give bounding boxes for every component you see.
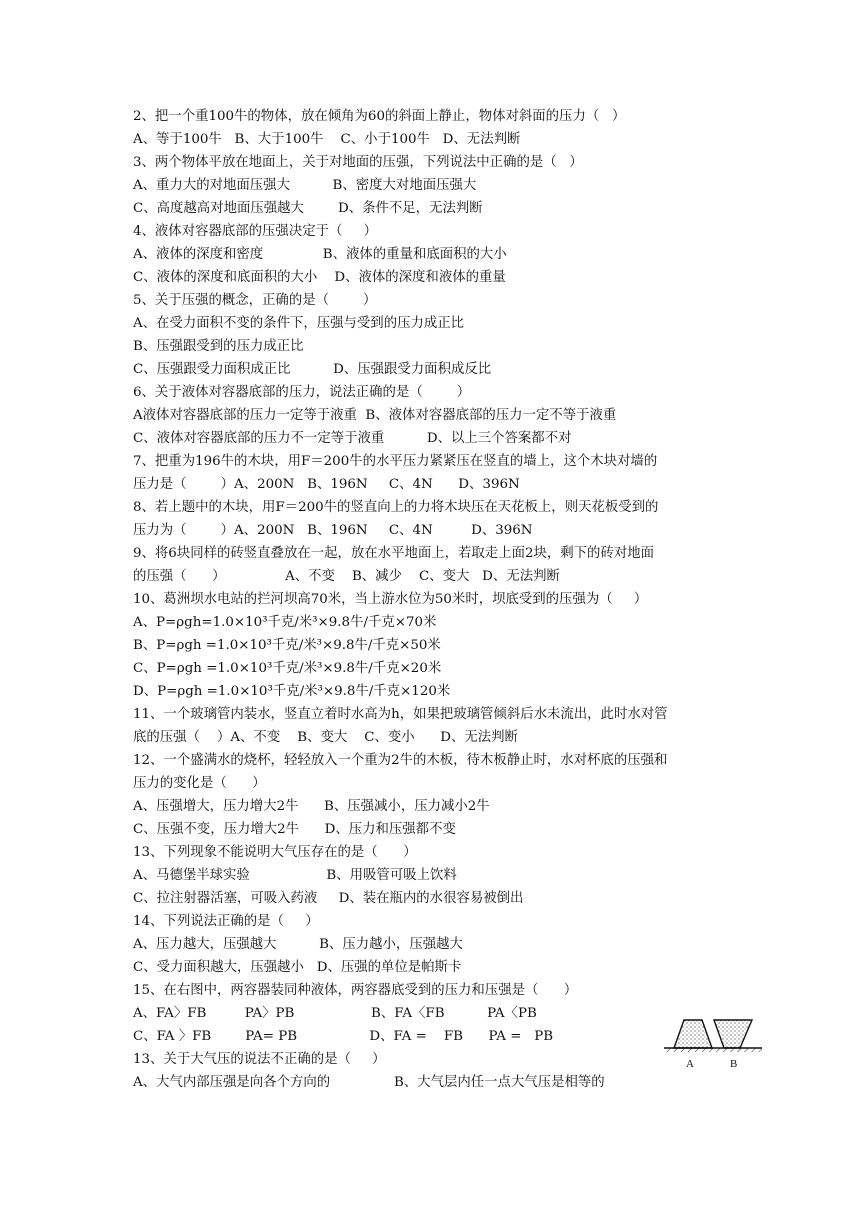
- q10-option-c: C、P=ρgh =1.0×10³千克/米³×9.8牛/千克×20米: [133, 661, 442, 676]
- q12-question: 12、一个盛满水的烧杯，轻轻放入一个重为2牛的木板，待木板静止时，水对杯底的压强和: [133, 753, 668, 768]
- q13-options-cd: C、拉注射器活塞，可吸入药液 D、装在瓶内的水很容易被倒出: [133, 891, 524, 906]
- q15-options-ab: A、FA〉FB PA〉PB B、FA〈FB PA〈PB: [133, 1006, 537, 1021]
- q5-option-b: B、压强跟受到的压力成正比: [133, 339, 304, 354]
- q4-question: 4、液体对容器底部的压强决定于（ ）: [133, 224, 378, 239]
- q13b-question: 13、关于大气压的说法不正确的是（ ）: [133, 1052, 386, 1067]
- q10-option-b: B、P=ρgh =1.0×10³千克/米³×9.8牛/千克×50米: [133, 638, 441, 653]
- q6-options-ab: A液体对容器底部的压力一定等于液重 B、液体对容器底部的压力一定不等于液重: [133, 408, 617, 423]
- q3-question: 3、两个物体平放在地面上，关于对地面的压强，下列说法中正确的是（ ）: [133, 155, 583, 170]
- q7-options: 压力是（ ）A、200N B、196N C、4N D、396N: [133, 477, 520, 492]
- q5-question: 5、关于压强的概念，正确的是（ ）: [133, 293, 377, 308]
- q11-question: 11、一个玻璃管内装水，竖直立着时水高为h，如果把玻璃管倾斜后水未流出，此时水对管: [133, 707, 668, 722]
- q5-option-a: A、在受力面积不变的条件下，压强与受到的压力成正比: [133, 316, 465, 331]
- q6-options-cd: C、液体对容器底部的压力不一定等于液重 D、以上三个答案都不对: [133, 431, 572, 446]
- label-a: A: [686, 1058, 694, 1070]
- q8-options: 压力为（ ）A、200N B、196N C、4N D、396N: [133, 523, 533, 538]
- q15-question: 15、在右图中，两容器装同种液体，两容器底受到的压力和压强是（ ）: [133, 983, 578, 998]
- q10-option-a: A、P=ρgh=1.0×10³千克/米³×9.8牛/千克×70米: [133, 615, 437, 630]
- container-a: [674, 1020, 712, 1048]
- q4-options-ab: A、液体的深度和密度 B、液体的重量和底面积的大小: [133, 247, 507, 262]
- q14-options-cd: C、受力面积越大，压强越小 D、压强的单位是帕斯卡: [133, 960, 462, 975]
- q13-question: 13、下列现象不能说明大气压存在的是（ ）: [133, 845, 417, 860]
- q9-question: 9、将6块同样的砖竖直叠放在一起，放在水平地面上，若取走上面2块，剩下的砖对地面: [133, 546, 655, 561]
- q9-options: 的压强（ ） A、不变 B、减少 C、变大 D、无法判断: [133, 569, 560, 584]
- q10-option-d: D、P=ρgh =1.0×10³千克/米³×9.8牛/千克×120米: [133, 684, 451, 699]
- q6-question: 6、关于液体对容器底部的压力，说法正确的是（ ）: [133, 385, 471, 400]
- q13b-options-ab: A、大气内部压强是向各个方向的 B、大气层内任一点大气压是相等的: [133, 1075, 605, 1090]
- container-b: [714, 1020, 752, 1048]
- q12-options-cd: C、压强不变，压力增大2牛 D、压力和压强都不变: [133, 822, 456, 837]
- q7-question: 7、把重为196牛的木块，用F＝200牛的水平压力紧紧压在竖直的墙上，这个木块对墙的: [133, 454, 658, 469]
- q3-options-ab: A、重力大的对地面压强大 B、密度大对地面压强大: [133, 178, 477, 193]
- q8-question: 8、若上题中的木块，用F＝200牛的竖直向上的力将木块压在天花板上，则天花板受到的: [133, 500, 659, 515]
- containers-figure: [662, 1014, 766, 1074]
- q2-options: A、等于100牛 B、大于100牛 C、小于100牛 D、无法判断: [133, 132, 521, 147]
- q12-question-cont: 压力的变化是（ ）: [133, 776, 266, 791]
- q14-question: 14、下列说法正确的是（ ）: [133, 914, 319, 929]
- label-b: B: [730, 1058, 738, 1070]
- q11-options: 底的压强（ ）A、不变 B、变大 C、变小 D、无法判断: [133, 730, 518, 745]
- q10-question: 10、葛洲坝水电站的拦河坝高70米，当上游水位为50米时，坝底受到的压强为（ ）: [133, 592, 648, 607]
- q13-options-ab: A、马德堡半球实验 B、用吸管可吸上饮料: [133, 868, 457, 883]
- q4-options-cd: C、液体的深度和底面积的大小 D、液体的深度和液体的重量: [133, 270, 506, 285]
- q12-options-ab: A、压强增大，压力增大2牛 B、压强减小，压力减小2牛: [133, 799, 490, 814]
- containers-diagram: [662, 1014, 766, 1074]
- q3-options-cd: C、高度越高对地面压强越大 D、条件不足，无法判断: [133, 201, 483, 216]
- q2-question: 2、把一个重100牛的物体，放在倾角为60的斜面上静止，物体对斜面的压力（ ）: [133, 109, 626, 124]
- q15-options-cd: C、FA 〉FB PA= PB D、FA = FB PA = PB: [133, 1029, 554, 1044]
- q14-options-ab: A、压力越大，压强越大 B、压力越小，压强越大: [133, 937, 463, 952]
- q5-options-cd: C、压强跟受力面积成正比 D、压强跟受力面积成反比: [133, 362, 492, 377]
